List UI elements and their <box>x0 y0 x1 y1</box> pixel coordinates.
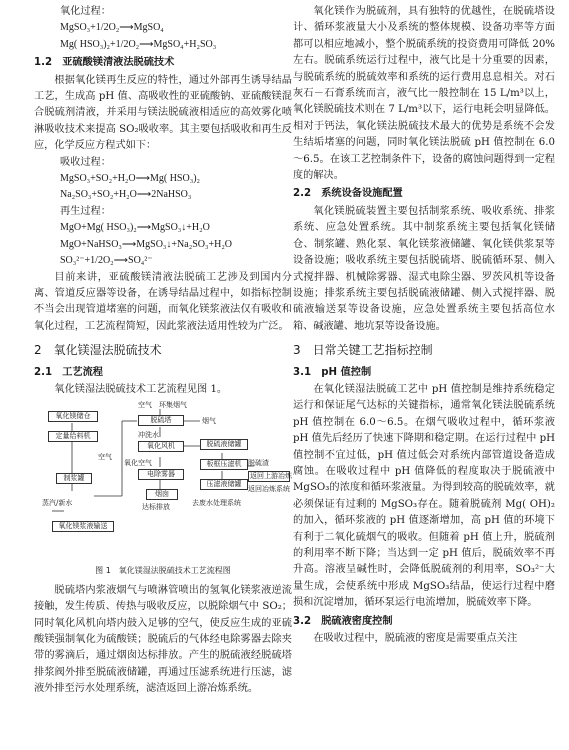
oxidation-label: 氧化过程： <box>60 6 111 17</box>
section-title-2-1: 2.1 工艺流程 <box>34 366 103 378</box>
label-flue-out: 烟气 <box>202 417 216 426</box>
absorption-label: 吸收过程： <box>60 156 111 168</box>
box-feeder: 定量给料机 <box>48 431 98 442</box>
label-sewage: 去废水处理系统 <box>192 499 241 508</box>
process-flow-diagram <box>42 401 290 561</box>
equation: Na₂SO₃+SO₂+H₂O⟶2NaHSO₃ <box>60 189 192 201</box>
equation: MgSO₃+SO₂+H₂O⟶Mg( HSO₃)₂ <box>60 173 201 185</box>
left-column <box>34 4 292 698</box>
box-mgo-silo: 氧化镁储仓 <box>48 411 98 422</box>
box-demist: 电除雾器 <box>138 469 184 480</box>
label-air: 空气 <box>98 453 112 462</box>
paragraph: 氧化镁作为脱硫剂，具有独特的优越性，在脱硫塔设计、循环浆液量大小及系统的整体规模、设备功率等方面都可以相应地减小，整个脱硫系统的投资费用可降低 20%左右。脱硫系统运行过程中，液气比是十分重要的因素，与脱硫系统的脱硫效率和系统的运行费用息息相关。对石灰石－石膏系统而言，液气比一般控制在 15 L/m³以上，氧化镁脱硫技术则在 7 L/m³以下，运行电耗会明显降低。相对于钙法，氧化镁法脱硫技术最大的优势是系统不会发生结垢堵塞的问题，同时氧化镁法脱硫 pH 值控制在 6.0～6.5。在该工艺控制条件下，设备的腐蚀问题得到一定程度的解决。 <box>293 6 555 182</box>
box-smelt: 返回上游冶炼 <box>250 472 292 481</box>
equation: MgSO₃+1/2O₂⟶MgSO₄ <box>60 22 164 34</box>
equation: SO₃²⁻+1/2O₂⟶SO₄²⁻ <box>60 255 153 267</box>
label-air-flue: 空气 环集烟气 <box>138 401 187 410</box>
paragraph: 氧化镁脱硫装置主要包括制浆系统、吸收系统、排浆系统、应急处置系统。其中制浆系统主要包括氧化镁储仓、制浆罐、熟化泵、氧化镁浆液储罐、氧化镁供浆泵等设备设施；吸收系统主要包括脱硫塔、脱硫循环泵、侧入式搅拌器、机械除雾器、湿式电除尘器、罗茨风机等设备设施；排浆系统主要包括脱硫液储罐、侧入式搅拌器、脱硫液输送泵等设备设施，应急处置系统主要包括高位水箱、碱液罐、地坑泵等设备设施。 <box>293 205 555 332</box>
section-title-3-1: 3.1 pH 值控制 <box>293 366 372 378</box>
box-liquor-tank: 脱硫液储罐 <box>200 439 248 450</box>
label-to-sys: 返回冶炼系统 <box>248 485 290 494</box>
paragraph: 根据氧化镁再生反应的特性，通过外部再生诱导结晶工艺，生成高 pH 值、高吸收性的亚硫酸钠、亚硫酸镁混合脱硫剂清液，并采用与镁法脱硫液相适应的高效雾化喷淋吸收技术来提高 SO₂吸收率。其主要包括吸收和再生反应，化学反应方程式如下： <box>34 74 292 152</box>
label-recycle: 冲洗水 <box>138 431 159 440</box>
equation: MgO+NaHSO₃⟶MgSO₃↓+Na₂SO₃+H₂O <box>60 238 233 250</box>
paragraph: 氧化镁湿法脱硫技术工艺流程见图 1。 <box>54 383 228 395</box>
paragraph: 目前来讲，亚硫酸镁清液法脱硫工艺涉及到国内分离、管道反应器等设备，在诱导结晶过程中，如指标控制不当会出现管道堵塞的问题，而氧化镁浆液法仅有吸收和氧化过程，工艺流程简短，因此浆液法适用性较为广泛。 <box>34 271 292 332</box>
label-sludge: 脱硫渣 <box>248 459 269 468</box>
equation: MgO+Mg( HSO₃)₂⟶MgSO₃↓+H₂O <box>60 222 210 234</box>
paragraph: 在氧化镁湿法脱硫工艺中 pH 值控制是维持系统稳定运行和保证尾气达标的关键指标，通常氧化镁法脱硫系统 pH 值控制在 6.0～6.5。在烟气吸收过程中，循环浆液 pH 值先后经历了快速下降期和稳定期。在运行过程中 pH 值控制不宜过低，pH 值过低会对系统内部管道设备造成腐蚀。在吸收过程中 pH 值降低的程度取决于脱硫液中 MgSO₃的浓度和循环浆液量。为得到较高的脱硫效率，就必须保证有过剩的 MgSO₃存在。随着脱硫剂 Mg( OH)₂的加入，循环浆液的 pH 值逐渐增加，高 pH 值的环境下有利于二氧化硫烟气的吸收。但随着 pH 值上升，脱硫剂的利用率不断下降；当达到一定 pH 值后，脱硫效率不再升高。溶液呈碱性时，会降低脱硫剂的利用率，SO₃²⁻大量生成，会使系统中形成 MgSO₃结晶，使运行过程中磨损和沉淀增加，循环泵运行电流增加，脱硫效率下降。 <box>293 383 555 609</box>
section-title-3: 3 日常关键工艺指标控制 <box>293 343 433 358</box>
label-ox-air: 氧化空气 <box>124 459 152 468</box>
box-slurry-pump: 氧化镁浆液输送 <box>52 521 114 532</box>
box-slurry-tank: 制浆罐 <box>56 473 92 484</box>
regeneration-label: 再生过程： <box>60 205 111 217</box>
box-press: 板框压滤机 <box>200 459 248 470</box>
section-title-1-2: 1.2 亚硫酸镁清液法脱硫技术 <box>34 57 175 69</box>
box-chimney: 烟囱 <box>146 489 178 500</box>
right-column <box>293 4 555 647</box>
label-steam-water: 蒸汽/新水 <box>42 499 73 508</box>
equation: Mg( HSO₃)₂+1/2O₂⟶MgSO₄+H₂SO₃ <box>60 38 217 50</box>
paragraph: 在吸收过程中，脱硫液的密度是需要重点关注 <box>313 633 518 645</box>
section-title-2-2: 2.2 系统设备设施配置 <box>293 188 403 200</box>
box-press-tank: 压滤液储罐 <box>200 479 248 490</box>
box-tower: 脱硫塔 <box>138 415 184 426</box>
box-ox-fan: 氧化风机 <box>138 441 184 452</box>
label-discharge: 达标排放 <box>142 503 170 512</box>
section-title-2: 2 氧化镁湿法脱硫技术 <box>34 343 162 358</box>
figure-caption: 图 1 氧化镁湿法脱硫技术工艺流程图 <box>95 566 231 576</box>
paragraph: 脱硫塔内浆液烟气与喷淋管喷出的氢氧化镁浆液逆流接触，发生传质、传热与吸收反应，以脱除烟气中 SO₂；同时氧化风机向塔内鼓入足够的空气，使反应生成的亚硫酸镁强制氧化为硫酸镁；脱硫后的气体经电除雾器去除夹带的雾滴后，通过烟囱达标排放。产生的脱硫液经脱硫塔排浆阀外排至脱硫液储罐，再通过压滤系统进行压滤，滤液外排至污水处理系统，滤渣返回上游冶炼系统。 <box>34 584 292 695</box>
section-title-3-2: 3.2 脱硫液密度控制 <box>293 615 393 627</box>
